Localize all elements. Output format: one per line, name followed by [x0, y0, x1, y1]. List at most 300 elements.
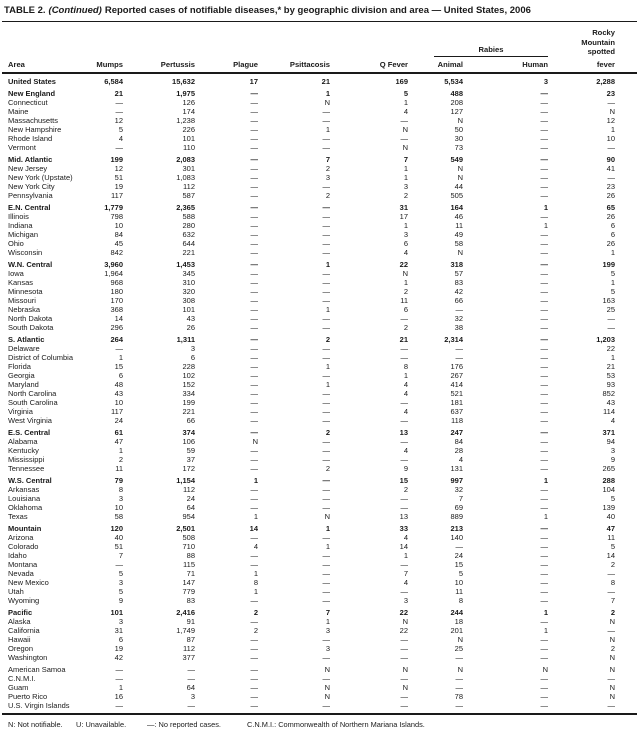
value-cell: N — [324, 683, 330, 692]
value-cell: — — [540, 125, 548, 134]
value-cell: 221 — [182, 248, 195, 257]
value-cell: — — [250, 362, 258, 371]
value-cell: — — [250, 182, 258, 191]
value-cell: — — [455, 344, 463, 353]
area-cell: New Jersey — [8, 164, 48, 173]
table-body — [4, 74, 637, 710]
table-row — [4, 278, 637, 287]
area-cell: W.N. Central — [8, 260, 53, 269]
value-cell: 22 — [399, 608, 408, 617]
value-cell: 1,453 — [176, 260, 195, 269]
value-cell: 1 — [610, 248, 615, 257]
value-cell: — — [540, 569, 548, 578]
area-cell: E.S. Central — [8, 428, 51, 437]
table-row — [4, 644, 637, 653]
value-cell: 6 — [610, 221, 615, 230]
area-cell: District of Columbia — [8, 353, 74, 362]
value-cell: 10 — [114, 503, 123, 512]
value-cell: — — [250, 674, 258, 683]
value-cell: — — [250, 305, 258, 314]
value-cell: — — [322, 416, 330, 425]
table-row — [4, 248, 637, 257]
value-cell: 1,154 — [176, 476, 195, 485]
value-cell: 2 — [403, 485, 408, 494]
value-cell: — — [322, 587, 330, 596]
value-cell: 1 — [543, 626, 548, 635]
table-row — [4, 173, 637, 182]
value-cell: 5 — [118, 569, 123, 578]
area-cell: Tennessee — [8, 464, 45, 473]
area-cell: Mid. Atlantic — [8, 155, 53, 164]
value-cell: N — [252, 437, 258, 446]
value-cell: 6 — [403, 239, 408, 248]
value-cell: 3 — [325, 173, 330, 182]
value-cell: 38 — [454, 323, 463, 332]
value-cell: — — [540, 617, 548, 626]
value-cell: 2 — [610, 608, 615, 617]
value-cell: 3 — [190, 692, 195, 701]
value-cell: 6 — [118, 635, 123, 644]
value-cell: — — [250, 389, 258, 398]
value-cell: 110 — [183, 143, 195, 152]
value-cell: — — [187, 665, 195, 674]
value-cell: 265 — [602, 464, 615, 473]
value-cell: 296 — [110, 323, 123, 332]
value-cell: — — [250, 416, 258, 425]
table-row — [4, 635, 637, 644]
area-cell: Idaho — [8, 551, 27, 560]
value-cell: — — [250, 683, 258, 692]
value-cell: — — [115, 560, 123, 569]
area-cell: U.S. Virgin Islands — [8, 701, 70, 710]
value-cell: 11 — [400, 296, 408, 305]
value-cell: 90 — [606, 155, 615, 164]
value-cell: 6,584 — [104, 77, 123, 86]
value-cell: 345 — [182, 269, 195, 278]
value-cell: — — [250, 203, 258, 212]
value-cell: 334 — [182, 389, 195, 398]
value-cell: 49 — [454, 230, 463, 239]
value-cell: — — [540, 407, 548, 416]
value-cell: — — [250, 446, 258, 455]
header-rabies-human: Human — [522, 60, 548, 69]
area-cell: Virginia — [8, 407, 33, 416]
value-cell: — — [322, 230, 330, 239]
value-cell: 19 — [114, 644, 123, 653]
area-cell: Guam — [8, 683, 29, 692]
value-cell: 24 — [114, 416, 123, 425]
value-cell: — — [250, 296, 258, 305]
value-cell: — — [540, 416, 548, 425]
value-cell: — — [322, 578, 330, 587]
table-row — [4, 164, 637, 173]
area-cell: Washington — [8, 653, 48, 662]
value-cell: — — [400, 116, 408, 125]
value-cell: 66 — [454, 296, 463, 305]
value-cell: 2,501 — [176, 524, 195, 533]
value-cell: — — [540, 428, 548, 437]
value-cell: — — [322, 701, 330, 710]
value-cell: 2,314 — [444, 335, 463, 344]
value-cell: N — [457, 173, 463, 182]
value-cell: 84 — [114, 230, 123, 239]
value-cell: — — [322, 278, 330, 287]
value-cell: 139 — [602, 503, 615, 512]
value-cell: 1 — [610, 125, 615, 134]
area-cell: Mississippi — [8, 455, 45, 464]
value-cell: 13 — [399, 428, 408, 437]
value-cell: 147 — [182, 578, 195, 587]
value-cell: — — [115, 701, 123, 710]
table-row — [4, 362, 637, 371]
value-cell: N — [609, 683, 615, 692]
value-cell: — — [250, 533, 258, 542]
value-cell: 64 — [186, 503, 195, 512]
table-row — [4, 314, 637, 323]
value-cell: 131 — [450, 464, 463, 473]
value-cell: 213 — [450, 524, 463, 533]
value-cell: — — [322, 533, 330, 542]
value-cell: 1,964 — [104, 269, 123, 278]
value-cell: 2 — [118, 455, 123, 464]
value-cell: — — [540, 644, 548, 653]
value-cell: 488 — [450, 89, 463, 98]
value-cell: — — [250, 428, 258, 437]
value-cell: 7 — [458, 494, 463, 503]
value-cell: — — [250, 98, 258, 107]
value-cell: — — [540, 248, 548, 257]
value-cell: 8 — [118, 485, 123, 494]
value-cell: 6 — [118, 371, 123, 380]
value-cell: 4 — [403, 407, 408, 416]
table-row — [4, 494, 637, 503]
value-cell: 43 — [114, 389, 123, 398]
value-cell: — — [322, 353, 330, 362]
value-cell: — — [322, 239, 330, 248]
value-cell: 1 — [325, 89, 330, 98]
value-cell: — — [540, 323, 548, 332]
value-cell: 104 — [602, 485, 615, 494]
value-cell: 8 — [253, 578, 258, 587]
value-cell: N — [609, 692, 615, 701]
value-cell: 176 — [450, 362, 463, 371]
footnote-cnmi: C.N.M.I.: Commonwealth of Northern Mariana Islands. — [247, 720, 425, 729]
table-row — [4, 407, 637, 416]
area-cell: Hawaii — [8, 635, 31, 644]
value-cell: 208 — [450, 98, 463, 107]
value-cell: 23 — [606, 89, 615, 98]
table-row — [4, 107, 637, 116]
value-cell: 14 — [114, 314, 123, 323]
value-cell: — — [540, 455, 548, 464]
table-row — [4, 389, 637, 398]
value-cell: 53 — [606, 371, 615, 380]
table-row — [4, 260, 637, 269]
area-cell: North Carolina — [8, 389, 57, 398]
value-cell: — — [322, 107, 330, 116]
area-cell: Maryland — [8, 380, 39, 389]
value-cell: — — [400, 644, 408, 653]
value-cell: 308 — [182, 296, 195, 305]
value-cell: 7 — [325, 155, 330, 164]
value-cell: — — [607, 569, 615, 578]
table-row — [4, 608, 637, 617]
table-title-text: Reported cases of notifiable diseases,* by geographic division and area — United States, 2006 — [104, 5, 531, 16]
value-cell: — — [250, 125, 258, 134]
value-cell: 264 — [110, 335, 123, 344]
value-cell: — — [400, 353, 408, 362]
value-cell: — — [540, 503, 548, 512]
table-row — [4, 296, 637, 305]
value-cell: — — [540, 89, 548, 98]
value-cell: 78 — [454, 692, 463, 701]
value-cell: 59 — [186, 446, 195, 455]
value-cell: 244 — [450, 608, 463, 617]
area-cell: Vermont — [8, 143, 36, 152]
value-cell: 88 — [186, 551, 195, 560]
value-cell: — — [250, 260, 258, 269]
value-cell: 368 — [110, 305, 123, 314]
value-cell: — — [250, 665, 258, 674]
value-cell: — — [322, 551, 330, 560]
table-row — [4, 398, 637, 407]
value-cell: 587 — [182, 191, 195, 200]
value-cell: — — [322, 674, 330, 683]
value-cell: 112 — [183, 644, 195, 653]
value-cell: N — [457, 164, 463, 173]
value-cell: — — [540, 191, 548, 200]
value-cell: 4 — [118, 134, 123, 143]
value-cell: 2 — [403, 323, 408, 332]
value-cell: — — [540, 335, 548, 344]
value-cell: 22 — [399, 626, 408, 635]
value-cell: 40 — [606, 512, 615, 521]
value-cell: 4 — [403, 389, 408, 398]
value-cell: 102 — [182, 371, 195, 380]
value-cell: 50 — [454, 125, 463, 134]
table-row — [4, 77, 637, 86]
area-cell: United States — [8, 77, 56, 86]
value-cell: 21 — [114, 89, 123, 98]
value-cell: 4 — [403, 578, 408, 587]
value-cell: 6 — [190, 353, 195, 362]
value-cell: 2 — [403, 191, 408, 200]
value-cell: 21 — [606, 362, 615, 371]
value-cell: 120 — [110, 524, 123, 533]
value-cell: — — [540, 98, 548, 107]
value-cell: 22 — [606, 344, 615, 353]
value-cell: — — [607, 314, 615, 323]
value-cell: 1 — [118, 683, 123, 692]
footnote-no-reported-cases: —: No reported cases. — [147, 720, 221, 729]
value-cell: — — [400, 635, 408, 644]
value-cell: — — [322, 134, 330, 143]
value-cell: 310 — [182, 278, 195, 287]
value-cell: — — [322, 269, 330, 278]
value-cell: 2 — [610, 644, 615, 653]
table-row — [4, 155, 637, 164]
area-cell: Alabama — [8, 437, 38, 446]
value-cell: N — [609, 617, 615, 626]
value-cell: 12 — [114, 164, 123, 173]
value-cell: — — [322, 485, 330, 494]
value-cell: — — [540, 464, 548, 473]
area-cell: Oregon — [8, 644, 34, 653]
value-cell: 1 — [118, 353, 123, 362]
value-cell: — — [322, 455, 330, 464]
value-cell: — — [250, 278, 258, 287]
value-cell: 505 — [450, 191, 463, 200]
value-cell: — — [322, 560, 330, 569]
area-cell: South Dakota — [8, 323, 54, 332]
area-cell: W.S. Central — [8, 476, 52, 485]
value-cell: 32 — [454, 314, 463, 323]
value-cell: 1 — [403, 98, 408, 107]
header-rmsf-line3: spotted — [587, 47, 615, 56]
value-cell: 2,365 — [176, 203, 195, 212]
value-cell: 3 — [610, 446, 615, 455]
value-cell: — — [322, 398, 330, 407]
area-cell: Michigan — [8, 230, 39, 239]
value-cell: 3 — [403, 230, 408, 239]
value-cell: 114 — [603, 407, 615, 416]
value-cell: — — [250, 617, 258, 626]
value-cell: 42 — [454, 287, 463, 296]
table-row — [4, 692, 637, 701]
value-cell: 11 — [455, 587, 463, 596]
value-cell: 267 — [450, 371, 463, 380]
value-cell: — — [540, 587, 548, 596]
table-row — [4, 674, 637, 683]
area-cell: Colorado — [8, 542, 39, 551]
value-cell: — — [250, 635, 258, 644]
value-cell: 127 — [450, 107, 463, 116]
value-cell: 1 — [610, 278, 615, 287]
value-cell: 9 — [610, 455, 615, 464]
value-cell: — — [540, 692, 548, 701]
value-cell: 7 — [118, 551, 123, 560]
value-cell: — — [250, 116, 258, 125]
table-row — [4, 653, 637, 662]
value-cell: — — [540, 635, 548, 644]
value-cell: — — [607, 674, 615, 683]
value-cell: 228 — [182, 362, 195, 371]
value-cell: — — [540, 380, 548, 389]
value-cell: 11 — [607, 533, 615, 542]
value-cell: N — [457, 665, 463, 674]
area-cell: Kentucky — [8, 446, 39, 455]
value-cell: — — [540, 653, 548, 662]
value-cell: 61 — [114, 428, 123, 437]
value-cell: — — [540, 371, 548, 380]
value-cell: 21 — [399, 335, 408, 344]
value-cell: 588 — [182, 212, 195, 221]
value-cell: — — [540, 107, 548, 116]
value-cell: — — [322, 314, 330, 323]
value-cell: 637 — [450, 407, 463, 416]
value-cell: — — [250, 230, 258, 239]
area-cell: Florida — [8, 362, 31, 371]
table-row — [4, 512, 637, 521]
value-cell: 1 — [253, 476, 258, 485]
value-cell: 1,083 — [176, 173, 195, 182]
value-cell: — — [540, 551, 548, 560]
value-cell: 3 — [325, 644, 330, 653]
value-cell: 17 — [249, 77, 258, 86]
value-cell: — — [250, 464, 258, 473]
value-cell: 3 — [118, 578, 123, 587]
table-row — [4, 344, 637, 353]
value-cell: 57 — [454, 269, 463, 278]
value-cell: — — [455, 683, 463, 692]
value-cell: — — [115, 143, 123, 152]
value-cell: N — [609, 635, 615, 644]
value-cell: 152 — [182, 380, 195, 389]
value-cell: N — [402, 617, 408, 626]
value-cell: — — [250, 221, 258, 230]
value-cell: 1 — [403, 173, 408, 182]
table-row — [4, 98, 637, 107]
area-cell: Minnesota — [8, 287, 43, 296]
value-cell: — — [322, 494, 330, 503]
area-cell: Arkansas — [8, 485, 40, 494]
value-cell: — — [250, 653, 258, 662]
area-cell: Iowa — [8, 269, 24, 278]
table-row — [4, 116, 637, 125]
value-cell: — — [250, 314, 258, 323]
value-cell: — — [400, 398, 408, 407]
value-cell: 226 — [182, 125, 195, 134]
value-cell: 126 — [182, 98, 195, 107]
area-cell: Connecticut — [8, 98, 48, 107]
value-cell: 2 — [325, 335, 330, 344]
value-cell: 3 — [403, 182, 408, 191]
value-cell: N — [324, 665, 330, 674]
value-cell: — — [322, 635, 330, 644]
value-cell: — — [540, 164, 548, 173]
table-header — [2, 22, 637, 74]
area-cell: E.N. Central — [8, 203, 51, 212]
value-cell: 19 — [114, 182, 123, 191]
table-row — [4, 134, 637, 143]
value-cell: N — [457, 635, 463, 644]
value-cell: — — [322, 323, 330, 332]
value-cell: 31 — [114, 626, 123, 635]
value-cell: — — [540, 155, 548, 164]
value-cell: — — [400, 437, 408, 446]
value-cell: 5 — [118, 587, 123, 596]
value-cell: 65 — [606, 203, 615, 212]
value-cell: — — [540, 278, 548, 287]
value-cell: 2 — [253, 626, 258, 635]
value-cell: 5 — [610, 542, 615, 551]
value-cell: 26 — [606, 239, 615, 248]
value-cell: — — [455, 353, 463, 362]
value-cell: 41 — [606, 164, 615, 173]
value-cell: 10 — [114, 221, 123, 230]
area-cell: South Carolina — [8, 398, 58, 407]
value-cell: — — [322, 437, 330, 446]
value-cell: 549 — [450, 155, 463, 164]
area-cell: Wyoming — [8, 596, 40, 605]
value-cell: 1 — [543, 512, 548, 521]
value-cell: 1,203 — [596, 335, 615, 344]
value-cell: — — [250, 701, 258, 710]
value-cell: — — [322, 296, 330, 305]
value-cell: — — [115, 98, 123, 107]
table-row — [4, 305, 637, 314]
table-row — [4, 446, 637, 455]
